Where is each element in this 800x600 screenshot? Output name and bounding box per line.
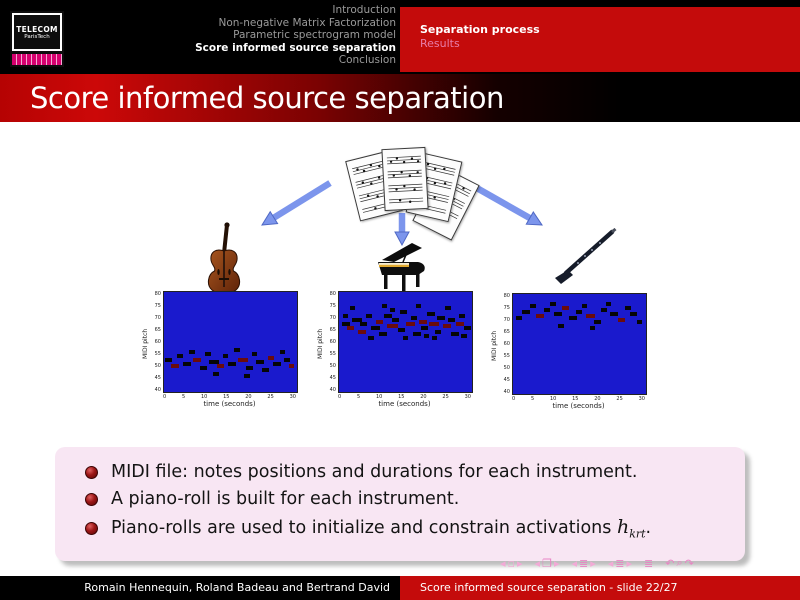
- next-section-icon[interactable]: ▸: [590, 556, 596, 570]
- footer-title-slide-number: Score informed source separation - slide 22/27: [400, 576, 800, 600]
- nav-section-parametric-model[interactable]: Parametric spectrogram model: [233, 29, 396, 42]
- arrow-to-clarinet: [468, 183, 542, 225]
- piano-roll-canvas: [163, 291, 298, 393]
- y-axis-ticks: 80 75 70 65 60 55 50 45 40: [329, 291, 336, 393]
- nav-section-introduction[interactable]: Introduction: [332, 4, 396, 16]
- y-axis-label: MIDI pitch: [491, 330, 498, 362]
- bullet-item-activations: [85, 516, 723, 541]
- back-icon[interactable]: ↶: [665, 556, 675, 570]
- bullet-item-piano-roll: [85, 489, 723, 509]
- footer-bar: [0, 576, 800, 600]
- subsection-icon[interactable]: ≣: [615, 556, 625, 570]
- bullet-item-midi-file: [85, 462, 723, 482]
- bullet-text: Piano-rolls are used to initialize and constrain activations $h_{krt}$.: [111, 516, 652, 541]
- clarinet-icon: [548, 228, 618, 286]
- next-subsection-icon[interactable]: ▸: [626, 556, 633, 570]
- navigation-symbols: [500, 556, 790, 570]
- nav-section-score-informed[interactable]: Score informed source separation: [195, 41, 396, 54]
- header-bar: [0, 0, 800, 74]
- nav-section-nmf[interactable]: Non-negative Matrix Factorization: [218, 16, 396, 29]
- section-icon[interactable]: ≣: [579, 556, 589, 570]
- math-subscript-krt: krt: [629, 527, 646, 541]
- subsection-navigation: [420, 23, 540, 51]
- prev-section-icon[interactable]: ◂: [571, 556, 577, 570]
- search-icon[interactable]: ⌕: [676, 556, 683, 569]
- x-axis-ticks: 0 5 10 15 20 25 30: [338, 394, 471, 400]
- bullet-ball-icon: [85, 493, 98, 506]
- logo-text-paristech: ParisTech: [24, 33, 50, 40]
- subsection-panel: [400, 7, 800, 72]
- piano-roll-canvas: [338, 291, 473, 393]
- x-axis-label: time (seconds): [552, 402, 605, 410]
- y-axis-ticks: 80 75 70 65 60 55 50 45 40: [154, 291, 161, 393]
- x-axis-label: time (seconds): [378, 400, 431, 408]
- x-axis-ticks: 0 5 10 15 20 25 30: [163, 394, 296, 400]
- prev-subsection-icon[interactable]: ◂: [607, 556, 614, 570]
- y-axis-label: MIDI pitch: [317, 328, 324, 360]
- slide-icon[interactable]: ▫: [507, 556, 515, 570]
- piano-roll-canvas: [512, 293, 647, 395]
- math-h: h: [616, 516, 630, 538]
- next-slide-icon[interactable]: ▸: [517, 556, 523, 570]
- section-navigation: [0, 4, 396, 67]
- x-axis-label: time (seconds): [203, 400, 256, 408]
- nav-section-conclusion[interactable]: Conclusion: [338, 54, 396, 67]
- piano-roll-clarinet: [490, 290, 648, 414]
- piano-roll-bass: [141, 288, 299, 412]
- appendix-icon[interactable]: ≣: [644, 556, 654, 570]
- prev-frame-icon[interactable]: ◂: [534, 556, 541, 570]
- bullet-text: MIDI file: notes positions and durations for each instrument.: [111, 462, 638, 482]
- bullet-text: A piano-roll is built for each instrument.: [111, 489, 460, 509]
- y-axis-label: MIDI pitch: [142, 328, 149, 360]
- bullet-block: [55, 447, 745, 561]
- arrow-to-bass: [262, 183, 330, 225]
- x-axis-ticks: 0 5 10 15 20 25 30: [512, 396, 645, 402]
- logo-text-telecom: TELECOM: [16, 24, 58, 34]
- double-bass-icon: [203, 221, 245, 295]
- frame-title-bar: [0, 74, 800, 122]
- bullet-ball-icon: [85, 466, 98, 479]
- y-axis-ticks: 80 75 70 65 60 55 50 45 40: [503, 293, 510, 395]
- prev-slide-icon[interactable]: ◂: [500, 556, 506, 570]
- next-frame-icon[interactable]: ▸: [553, 556, 560, 570]
- bullet-ball-icon: [85, 522, 98, 535]
- frame-title: Score informed source separation: [30, 81, 504, 115]
- nav-subsection-results[interactable]: Results: [420, 37, 460, 50]
- forward-icon[interactable]: ↷: [684, 556, 694, 570]
- frame-icon[interactable]: ❐: [542, 556, 552, 570]
- piano-roll-piano: [316, 288, 474, 412]
- sheet-music-page: [381, 147, 428, 211]
- footer-authors: Romain Hennequin, Roland Badeau and Bertrand David: [0, 576, 400, 600]
- nav-subsection-separation-process[interactable]: Separation process: [420, 23, 540, 36]
